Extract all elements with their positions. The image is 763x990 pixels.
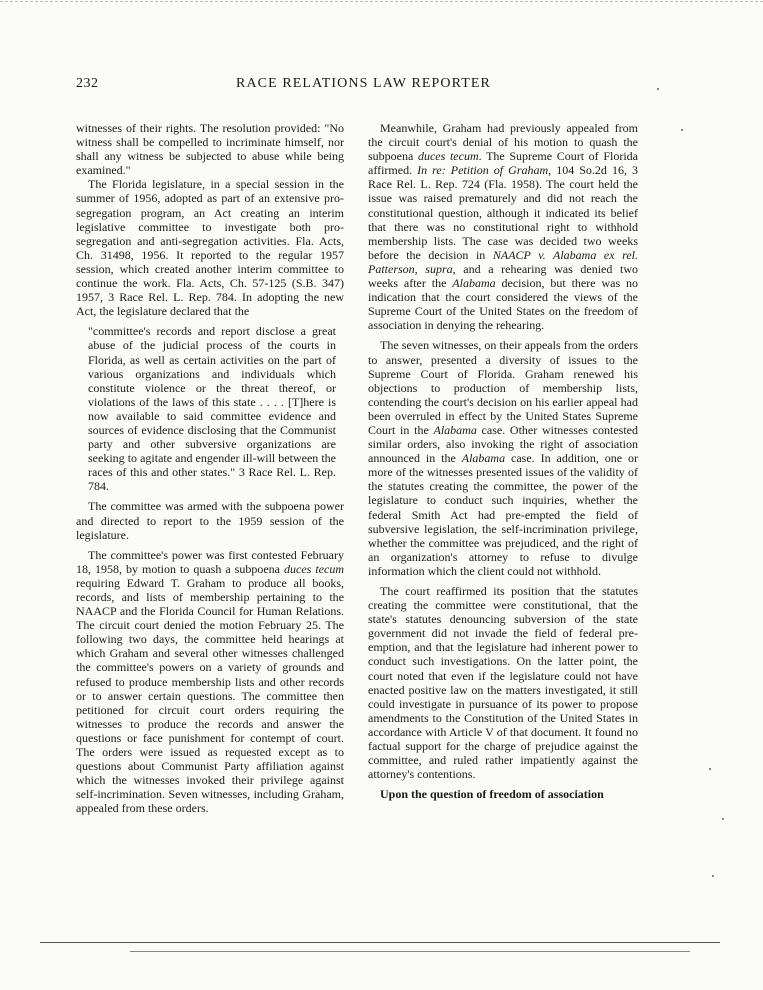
right-paragraph-1-text-b: . The Supreme Court of Florida affirmed. (368, 149, 638, 178)
left-paragraph-3-text: The committee was armed with the subpoena power and directed to report to the 1959 session of the legislature. (76, 499, 344, 542)
right-paragraph-1-italic-1: duces tecum (417, 149, 479, 164)
left-paragraph-2: The Florida legislature, in a special session in the summer of 1956, adopted as part of an extensive pro-segregation program, an Act creating an interim legislative committee to investigate both pro-segregation and anti-segregation activities. Fla. Acts, Ch. 31498, 1956. It reported to the regular 1957 session, which created another interim committee to continue the work. Fla. Acts, Ch. 57-125 (S.B. 347) 1957, 3 Race Rel. L. Rep. 784. In adopting the new Act, the legislature declared that the (76, 177, 344, 319)
right-paragraph-2-text-a: The seven witnesses, on their appeals from the orders to answer, presented a diversity of issues to the Supreme Court of Florida. Graham renewed his objections to production of membership lists, contending the court's decision on his earlier appeal had been overruled in effect by the United States Supreme Court in the (368, 338, 638, 437)
left-paragraph-4 (76, 548, 344, 816)
right-paragraph-2 (368, 338, 638, 578)
right-paragraph-2-text-b: case. Other witnesses contested similar orders, also invoking the right of association announced in the (368, 422, 638, 466)
right-paragraph-1-text-d: , and a rehearing was denied two weeks after the (368, 261, 638, 291)
left-paragraph-3 (76, 499, 344, 541)
right-paragraph-2-italic-2: Alabama (461, 451, 506, 466)
right-paragraph-1-italic-2: In re: Petition of Graham (417, 163, 549, 178)
left-paragraph-1: witnesses of their rights. The resolution provided: "No witness shall be compelled to incriminate himself, nor shall any witness be subjected to abuse while being examined." (76, 121, 344, 178)
right-paragraph-4-text: Upon the question of freedom of association (380, 787, 604, 802)
left-paragraph-4-text-a: The committee's power was first contested February 18, 1958, by motion to quash a subpoena (76, 547, 344, 576)
right-column (368, 121, 638, 801)
bottom-edge-rule-secondary (130, 951, 690, 953)
page-number: 232 (76, 76, 99, 91)
scan-speck (657, 88, 659, 90)
right-paragraph-1 (368, 121, 638, 332)
left-paragraph-4-italic: duces tecum (284, 561, 344, 576)
scan-speck (709, 768, 711, 770)
right-paragraph-1-italic-3: NAACP v. Alabama ex rel. Patterson, supra (368, 247, 638, 276)
right-paragraph-1-text-a: Meanwhile, Graham had previously appealed from the circuit court's denial of his motion to quash the subpoena (368, 121, 638, 164)
scan-speck (722, 818, 724, 820)
scan-speck (712, 875, 714, 877)
right-paragraph-3: The court reaffirmed its position that the statutes creating the committee were constitutional, that the state's statutes denouncing subversion of the state government did not invade the field of federal pre-emption, and that the legislature had inherent power to conduct such investigations. On the latter point, the court noted that even if the legislature could not have enacted positive law on the matters investigated, it still could investigate in pursuance of its power to propose amendments to the Constitution of the United States in accordance with Article V of that document. It found no factual support for the charge of prejudice against the committee, and ruled rather impatiently against the attorney's contentions. (368, 584, 638, 782)
right-paragraph-2-italic-1: Alabama (433, 422, 477, 437)
right-paragraph-2-text-c: case. In addition, one or more of the witnesses presented issues of the validity of the statutes creating the committee, the power of the legislature to conduct such inquiries, whether the federal Smith Act had pre-empted the field of subversive legislation, the self-incrimination privilege, whether the committee was prejudiced, and the right of an organization's attorney to refuse to divulge information which the client could not withhold. (368, 451, 638, 578)
right-paragraph-4 (368, 787, 638, 801)
left-paragraph-4-text-b: requiring Edward T. Graham to produce all books, records, and lists of membership pertaining to the NAACP and the Florida Council for Human Relations. The circuit court denied the motion February 25. The following two days, the committee held hearings at which Graham and several other witnesses challenged the committee's powers on a variety of grounds and refused to produce membership lists and other records or to answer certain questions. The committee then petitioned for circuit court orders requiring the witnesses to produce the records and answer the questions or face punishment for contempt of court. The orders were issued as requested except as to questions about Communist Party affiliation against which the witnesses invoked their privilege against self-incrimination. Seven witnesses, including Graham, appealed from these orders. (76, 575, 344, 816)
page-header (76, 76, 676, 96)
right-paragraph-1-text-c: , 104 So.2d 16, 3 Race Rel. L. Rep. 724 (Fla. 1958). The court held the issue was raised prematurely and did not reach the constitutional question, although it indicated its belief that there was no constitutional right to withhold membership lists. The case was decided two weeks before the decision in (368, 163, 638, 262)
running-head: RACE RELATIONS LAW REPORTER (236, 76, 491, 91)
top-edge-rule (0, 1, 763, 4)
bottom-edge-rule (40, 942, 720, 945)
right-paragraph-1-text-e: decision, but there was no indication that the court considered the views of the Supreme Court of the United States on the freedom of association in denying the rehearing. (368, 276, 638, 333)
scan-speck (681, 129, 683, 131)
left-column (76, 121, 344, 816)
block-quote: "committee's records and report disclose a great abuse of the judicial process of the courts in Florida, as well as certain activities on the part of various organizations and individuals which constitute violence or the threat thereof, or violations of the laws of this state . . . . [T]here is now available to said committee evidence and sources of evidence disclosing that the Communist party and other subversive organizations are seeking to agitate and engender ill-will between the races of this and other states." 3 Race Rel. L. Rep. 784. (88, 324, 336, 494)
right-paragraph-1-italic-4: Alabama (452, 276, 496, 291)
